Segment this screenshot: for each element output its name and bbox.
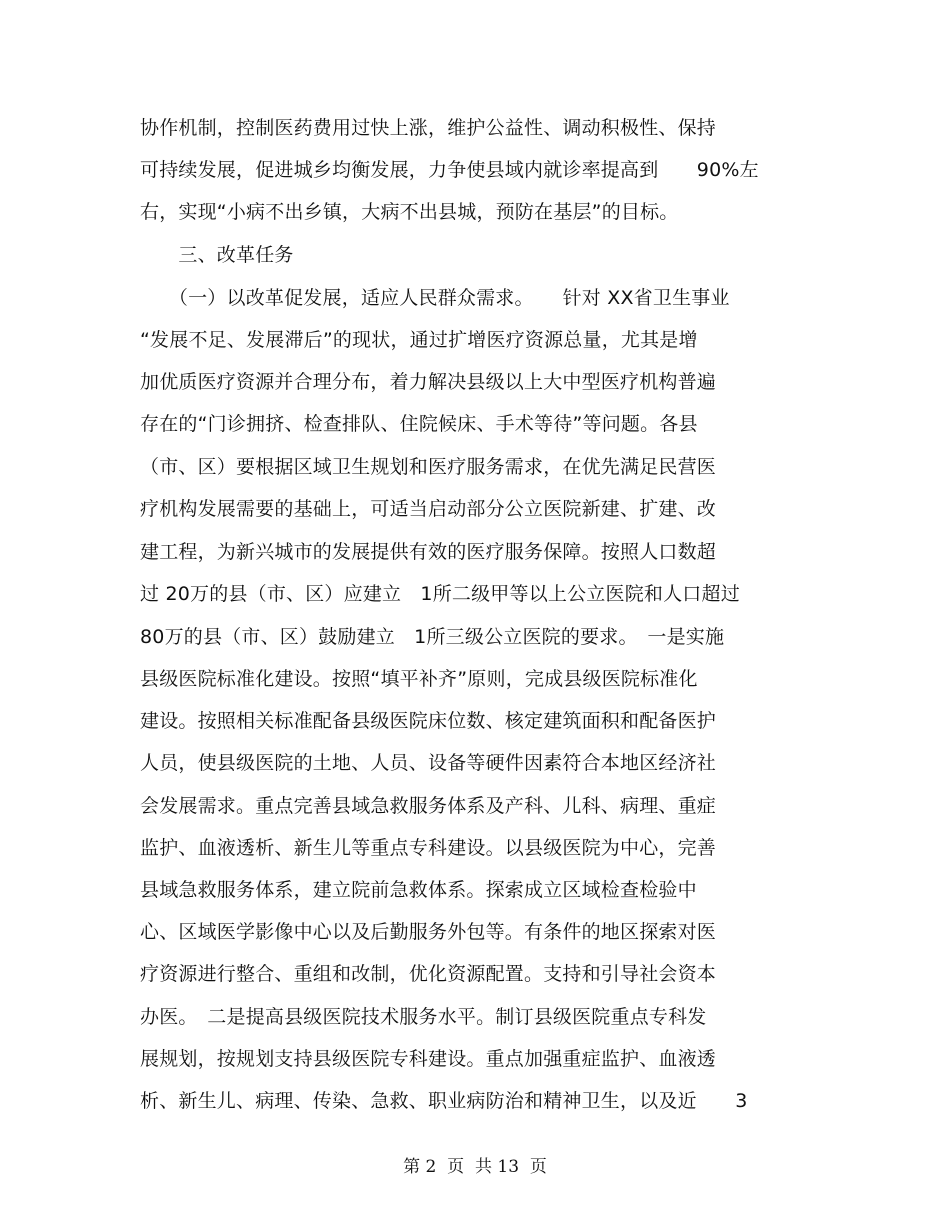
body-text-line: 人员，使县级医院的土地、人员、设备等硬件因素符合本地区经济社 — [140, 752, 717, 774]
body-text-line: 析、新生儿、病理、传染、急救、职业病防治和精神卫生，以及近 3 — [140, 1090, 748, 1112]
body-text-line: 展规划，按规划支持县级医院专科建设。重点加强重症监护、血液透 — [140, 1048, 717, 1070]
body-text-line: 可持续发展，促进城乡均衡发展，力争使县域内就诊率提高到 90%左 — [140, 159, 759, 181]
body-text-line: 会发展需求。重点完善县域急救服务体系及产科、儿科、病理、重症 — [140, 795, 717, 817]
page-number-footer: 第 2 页 共 13 页 — [403, 1157, 547, 1177]
body-text-line: 协作机制，控制医药费用过快上涨，维护公益性、调动积极性、保持 — [140, 117, 717, 139]
body-text-line: 存在的“门诊拥挤、检查排队、住院候床、手术等待”等问题。各县 — [140, 413, 698, 435]
body-text-line: 疗机构发展需要的基础上，可适当启动部分公立医院新建、扩建、改 — [140, 498, 717, 520]
body-text-line: 监护、血液透析、新生儿等重点专科建设。以县级医院为中心，完善 — [140, 837, 717, 859]
body-text-line: 建工程，为新兴城市的发展提供有效的医疗服务保障。按照人口数超 — [140, 541, 717, 563]
body-text-line: （一）以改革促发展，适应人民群众需求。 针对 XX省卫生事业 — [140, 287, 730, 309]
body-text-line: 加优质医疗资源并合理分布，着力解决县级以上大中型医疗机构普遍 — [140, 371, 717, 393]
body-text-line: 80万的县（市、区）鼓励建立 1所三级公立医院的要求。 一是实施 — [140, 626, 725, 648]
body-text-line: “发展不足、发展滞后”的现状，通过扩增医疗资源总量，尤其是增 — [140, 329, 698, 351]
body-text-line: 县级医院标准化建设。按照“填平补齐”原则，完成县级医院标准化 — [140, 668, 698, 690]
body-text-line: 过 20万的县（市、区）应建立 1所二级甲等以上公立医院和人口超过 — [140, 583, 740, 605]
body-text-line: 县域急救服务体系，建立院前急救体系。探索成立区域检查检验中 — [140, 879, 697, 901]
section-heading: 三、改革任务 — [140, 244, 294, 266]
body-text-line: 疗资源进行整合、重组和改制，优化资源配置。支持和引导社会资本 — [140, 963, 717, 985]
body-text-line: 办医。 二是提高县级医院技术服务水平。制订县级医院重点专科发 — [140, 1006, 707, 1028]
body-text-line: （市、区）要根据区域卫生规划和医疗服务需求，在优先满足民营医 — [140, 456, 717, 478]
body-text-line: 建设。按照相关标准配备县级医院床位数、核定建筑面积和配备医护 — [140, 710, 717, 732]
body-text-line: 右，实现“小病不出乡镇，大病不出县城，预防在基层”的目标。 — [140, 201, 679, 223]
body-text-line: 心、区域医学影像中心以及后勤服务外包等。有条件的地区探索对医 — [140, 921, 717, 943]
